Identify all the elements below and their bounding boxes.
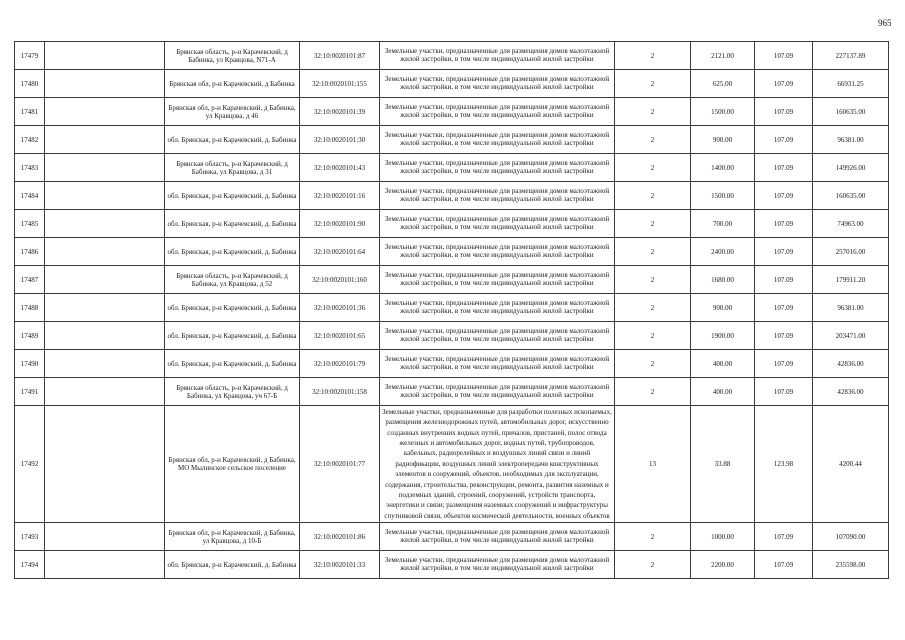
table-row (15, 350, 889, 378)
table-row (15, 182, 889, 210)
cell-group: 2 (615, 182, 691, 210)
empty-cell (45, 126, 165, 154)
cell-group: 2 (615, 154, 691, 182)
cell-address: обл. Брянская, р-н Карачевский, д. Бабинка (165, 182, 300, 210)
cell-num: 17486 (15, 238, 45, 266)
cell-num: 17492 (15, 406, 45, 523)
cell-area: 33.88 (691, 406, 755, 523)
cell-num: 17488 (15, 294, 45, 322)
cell-num: 17484 (15, 182, 45, 210)
cadastral-value-table (14, 41, 889, 579)
cell-value: 257016.00 (813, 238, 889, 266)
cell-group: 2 (615, 378, 691, 406)
cell-use: Земельные участки, предназначенные для размещения домов малоэтажной жилой застройки, в том числе индивидуальной жилой застройки (380, 322, 615, 350)
cell-use: Земельные участки, предназначенные для размещения домов малоэтажной жилой застройки, в том числе индивидуальной жилой застройки (380, 294, 615, 322)
cell-area: 400.00 (691, 378, 755, 406)
cell-cadastral: 32:10:0020101:79 (300, 350, 380, 378)
cell-use: Земельные участки, предназначенные для разработки полезных ископаемых, размещения железнодорожных путей, автомобильных дорог, искусственно созданных внутренних водных путей, причалов, пристаней, полос отвода железных и автомобильных дорог, водных путей, трубопроводов, кабельных, радиорелейных и воздушных линий связи и линий радиофикации, воздушных линий электропередачи конструктивных элементов и сооружений, объектов, необходимых для эксплуатации, содержания, строительства, реконструкции, ремонта, развития наземных и подземных зданий, строений, сооружений, устройств транспорта, энергетики и связи; размещения наземных сооружений и инфраструктуры спутниковой связи, объектов космической деятельности, военных объектов (380, 406, 615, 523)
empty-cell (45, 182, 165, 210)
table-row (15, 238, 889, 266)
cell-value: 160635.00 (813, 182, 889, 210)
empty-cell (45, 322, 165, 350)
cell-group: 2 (615, 523, 691, 551)
cell-area: 1400.00 (691, 154, 755, 182)
table-row (15, 406, 889, 523)
cell-address: Брянская обл, р-н Карачевский, д Бабинка (165, 70, 300, 98)
cell-value: 149926.00 (813, 154, 889, 182)
table-row (15, 322, 889, 350)
cell-value: 74963.00 (813, 210, 889, 238)
cell-rate: 107.09 (755, 154, 813, 182)
cell-group: 2 (615, 238, 691, 266)
empty-cell (45, 42, 165, 70)
empty-cell (45, 523, 165, 551)
table-row (15, 523, 889, 551)
cell-value: 4200.44 (813, 406, 889, 523)
empty-cell (45, 238, 165, 266)
cell-value: 42836.00 (813, 378, 889, 406)
cell-area: 1500.00 (691, 182, 755, 210)
cell-value: 66931.25 (813, 70, 889, 98)
cell-use: Земельные участки, предназначенные для размещения домов малоэтажной жилой застройки, в том числе индивидуальной жилой застройки (380, 154, 615, 182)
cell-rate: 107.09 (755, 126, 813, 154)
cell-rate: 107.09 (755, 42, 813, 70)
cell-use: Земельные участки, предназначенные для размещения домов малоэтажной жилой застройки, в том числе индивидуальной жилой застройки (380, 266, 615, 294)
cell-group: 13 (615, 406, 691, 523)
cell-num: 17491 (15, 378, 45, 406)
cell-group: 2 (615, 322, 691, 350)
cell-use: Земельные участки, предназначенные для размещения домов малоэтажной жилой застройки, в том числе индивидуальной жилой застройки (380, 551, 615, 579)
table-row (15, 378, 889, 406)
cell-num: 17483 (15, 154, 45, 182)
cell-group: 2 (615, 98, 691, 126)
cell-address: Брянская обл, р-н Карачевский, д Бабинка, МО Мылинское сельское поселение (165, 406, 300, 523)
cell-value: 107090.00 (813, 523, 889, 551)
cell-cadastral: 32:10:0020101:39 (300, 98, 380, 126)
cell-value: 96381.00 (813, 126, 889, 154)
table-row (15, 126, 889, 154)
cell-group: 2 (615, 70, 691, 98)
cell-use: Земельные участки, предназначенные для размещения домов малоэтажной жилой застройки, в том числе индивидуальной жилой застройки (380, 70, 615, 98)
cell-num: 17489 (15, 322, 45, 350)
table-row (15, 294, 889, 322)
cell-rate: 107.09 (755, 210, 813, 238)
cell-address: Брянская обл, р-н Карачевский, д Бабинка, ул Кравцова, д 10-Б (165, 523, 300, 551)
empty-cell (45, 378, 165, 406)
cell-cadastral: 32:10:0020101:77 (300, 406, 380, 523)
cell-num: 17493 (15, 523, 45, 551)
cell-group: 2 (615, 126, 691, 154)
cell-area: 1900.00 (691, 322, 755, 350)
cell-rate: 107.09 (755, 182, 813, 210)
table-row (15, 551, 889, 579)
cell-cadastral: 32:10:0020101:155 (300, 70, 380, 98)
cell-num: 17479 (15, 42, 45, 70)
cell-cadastral: 32:10:0020101:86 (300, 523, 380, 551)
cell-cadastral: 32:10:0020101:16 (300, 182, 380, 210)
cell-num: 17490 (15, 350, 45, 378)
cell-address: Брянская область, р-н Карачевский, д Бабинка, ул Кравцова, уч 67-Б (165, 378, 300, 406)
empty-cell (45, 154, 165, 182)
empty-cell (45, 350, 165, 378)
cell-use: Земельные участки, предназначенные для размещения домов малоэтажной жилой застройки, в том числе индивидуальной жилой застройки (380, 350, 615, 378)
cell-value: 227137.89 (813, 42, 889, 70)
cell-value: 96381.00 (813, 294, 889, 322)
cell-area: 900.00 (691, 126, 755, 154)
cell-use: Земельные участки, предназначенные для размещения домов малоэтажной жилой застройки, в том числе индивидуальной жилой застройки (380, 238, 615, 266)
cell-use: Земельные участки, предназначенные для размещения домов малоэтажной жилой застройки, в том числе индивидуальной жилой застройки (380, 42, 615, 70)
cell-address: обл. Брянская, р-н Карачевский, д. Бабинка (165, 551, 300, 579)
cell-use: Земельные участки, предназначенные для размещения домов малоэтажной жилой застройки, в том числе индивидуальной жилой застройки (380, 126, 615, 154)
cell-value: 235598.00 (813, 551, 889, 579)
cell-address: обл. Брянская, р-н Карачевский, д. Бабинка (165, 210, 300, 238)
cell-rate: 107.09 (755, 70, 813, 98)
cell-area: 1680.00 (691, 266, 755, 294)
table-row (15, 154, 889, 182)
cell-address: Брянская область, р-н Карачевский, д Бабинка, ул Кравцова, д 52 (165, 266, 300, 294)
empty-cell (45, 551, 165, 579)
cell-area: 900.00 (691, 294, 755, 322)
empty-cell (45, 98, 165, 126)
cell-group: 2 (615, 210, 691, 238)
cell-rate: 107.09 (755, 98, 813, 126)
cell-address: обл. Брянская, р-н Карачевский, д. Бабинка (165, 238, 300, 266)
cell-use: Земельные участки, предназначенные для размещения домов малоэтажной жилой застройки, в том числе индивидуальной жилой застройки (380, 182, 615, 210)
cell-group: 2 (615, 266, 691, 294)
cell-cadastral: 32:10:0020101:36 (300, 294, 380, 322)
cell-area: 700.00 (691, 210, 755, 238)
cell-address: обл. Брянская, р-н Карачевский, д. Бабинка (165, 322, 300, 350)
cell-address: Брянская обл, р-н Карачевский, д Бабинка, ул Кравцова, д 46 (165, 98, 300, 126)
cell-num: 17485 (15, 210, 45, 238)
cell-address: Брянская область, р-н Карачевский, д Бабинка, ул Кравцова, N71-А (165, 42, 300, 70)
cell-num: 17482 (15, 126, 45, 154)
table-row (15, 266, 889, 294)
cell-cadastral: 32:10:0020101:33 (300, 551, 380, 579)
cell-cadastral: 32:10:0020101:65 (300, 322, 380, 350)
empty-cell (45, 70, 165, 98)
cell-rate: 107.09 (755, 551, 813, 579)
table-row (15, 210, 889, 238)
table-row (15, 98, 889, 126)
cell-cadastral: 32:10:0020101:90 (300, 210, 380, 238)
cell-num: 17480 (15, 70, 45, 98)
cell-num: 17494 (15, 551, 45, 579)
cell-area: 2121.00 (691, 42, 755, 70)
table-row (15, 70, 889, 98)
cell-cadastral: 32:10:0020101:160 (300, 266, 380, 294)
cell-area: 400.00 (691, 350, 755, 378)
page-number: 965 (878, 18, 892, 28)
cell-value: 203471.00 (813, 322, 889, 350)
cell-rate: 107.09 (755, 238, 813, 266)
empty-cell (45, 266, 165, 294)
cell-group: 2 (615, 294, 691, 322)
cell-rate: 107.09 (755, 378, 813, 406)
empty-cell (45, 210, 165, 238)
cell-address: обл. Брянская, р-н Карачевский, д. Бабинка (165, 350, 300, 378)
cell-rate: 123.98 (755, 406, 813, 523)
cell-group: 2 (615, 350, 691, 378)
cell-value: 160635.00 (813, 98, 889, 126)
cell-cadastral: 32:10:0020101:87 (300, 42, 380, 70)
cell-use: Земельные участки, предназначенные для размещения домов малоэтажной жилой застройки, в том числе индивидуальной жилой застройки (380, 98, 615, 126)
empty-cell (45, 406, 165, 523)
cell-use: Земельные участки, предназначенные для размещения домов малоэтажной жилой застройки, в том числе индивидуальной жилой застройки (380, 210, 615, 238)
cell-rate: 107.09 (755, 322, 813, 350)
cell-cadastral: 32:10:0020101:64 (300, 238, 380, 266)
cell-group: 2 (615, 42, 691, 70)
cell-group: 2 (615, 551, 691, 579)
cell-area: 2200.00 (691, 551, 755, 579)
cell-cadastral: 32:10:0020101:43 (300, 154, 380, 182)
cell-use: Земельные участки, предназначенные для размещения домов малоэтажной жилой застройки, в том числе индивидуальной жилой застройки (380, 378, 615, 406)
cell-rate: 107.09 (755, 523, 813, 551)
empty-cell (45, 294, 165, 322)
cell-value: 42836.00 (813, 350, 889, 378)
cell-cadastral: 32:10:0020101:158 (300, 378, 380, 406)
cell-cadastral: 32:10:0020101:30 (300, 126, 380, 154)
cell-rate: 107.09 (755, 350, 813, 378)
cell-area: 625.00 (691, 70, 755, 98)
cell-value: 179911.20 (813, 266, 889, 294)
cell-address: обл. Брянская, р-н Карачевский, д. Бабинка (165, 126, 300, 154)
cell-address: обл. Брянская, р-н Карачевский, д. Бабинка (165, 294, 300, 322)
cell-use: Земельные участки, предназначенные для размещения домов малоэтажной жилой застройки, в том числе индивидуальной жилой застройки (380, 523, 615, 551)
cell-area: 1500.00 (691, 98, 755, 126)
cell-rate: 107.09 (755, 266, 813, 294)
cell-num: 17487 (15, 266, 45, 294)
table-row (15, 42, 889, 70)
cell-rate: 107.09 (755, 294, 813, 322)
cell-address: Брянская область, р-н Карачевский, д Бабинка, ул Кравцова, д 31 (165, 154, 300, 182)
cell-num: 17481 (15, 98, 45, 126)
cell-area: 2400.00 (691, 238, 755, 266)
cell-area: 1000.00 (691, 523, 755, 551)
